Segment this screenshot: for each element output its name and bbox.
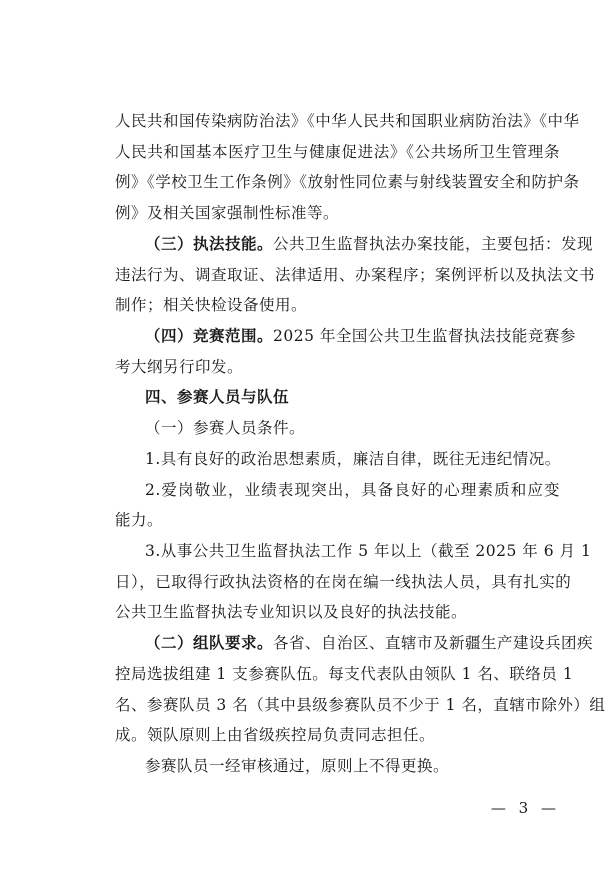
paragraph-1-line-2: 人民共和国基本医疗卫生与健康促进法》《公共场所卫生管理条 [115, 142, 560, 161]
condition-2-line-2: 能力。 [115, 511, 164, 530]
participant-conditions-heading: （一）参赛人员条件。 [145, 419, 306, 438]
paragraph-2-line-3: 制作；相关快检设备使用。 [115, 296, 308, 315]
team-requirements-label: （二）组队要求。 [145, 633, 274, 653]
paragraph-9-line-4: 成。领队原则上由省级疾控局负责同志担任。 [115, 726, 436, 745]
paragraph-9-line-1 [145, 632, 594, 654]
paragraph-9-line-2: 控局选拔组建 1 支参赛队伍。每支代表队由领队 1 名、联络员 1 [115, 664, 574, 683]
paragraph-2-line-2: 违法行为、调查取证、法律适用、办案程序；案例评析以及执法文书 [115, 265, 596, 284]
paragraph-3-line-1-text: 2025 年全国公共卫生监督执法技能竞赛参 [273, 327, 576, 345]
condition-3-line-3: 公共卫生监督执法专业知识以及良好的执法技能。 [115, 603, 468, 622]
condition-2-line-1: 2.爱岗敬业，业绩表现突出，具备良好的心理素质和应变 [145, 480, 560, 499]
competition-scope-label: （四）竞赛范围。 [145, 326, 274, 345]
section-4-heading: 四、参赛人员与队伍 [145, 388, 290, 407]
paragraph-1-line-4: 例》及相关国家强制性标准等。 [115, 204, 340, 223]
paragraph-10-line-1: 参赛队员一经审核通过，原则上不得更换。 [145, 757, 450, 775]
law-enforcement-skills-label: （三）执法技能。 [145, 233, 274, 253]
paragraph-1-line-1: 人民共和国传染病防治法》《中华人民共和国职业病防治法》《中华 [115, 112, 580, 130]
paragraph-3-line-1 [145, 325, 576, 347]
condition-3-line-1: 3.从事公共卫生监督执法工作 5 年以上（截至 2025 年 6 月 1 [145, 542, 592, 560]
paragraph-9-line-3: 名、参赛队员 3 名（其中县级参赛队员不少于 1 名，直辖市除外）组 [115, 695, 606, 714]
paragraph-2-line-1 [145, 233, 594, 255]
page-number: — 3 — [490, 799, 560, 817]
condition-1: 1.具有良好的政治思想素质，廉洁自律，既往无违纪情况。 [145, 449, 561, 468]
paragraph-9-line-1-text: 各省、自治区、直辖市及新疆生产建设兵团疾 [273, 634, 594, 653]
paragraph-3-line-2: 考大纲另行印发。 [115, 357, 244, 376]
paragraph-2-line-1-text: 公共卫生监督执法办案技能，主要包括：发现 [273, 234, 594, 253]
paragraph-1-line-3: 例》《学校卫生工作条例》《放射性同位素与射线装置安全和防护条 [115, 173, 580, 192]
condition-3-line-2: 日），已取得行政执法资格的在岗在编一线执法人员，具有扎实的 [115, 572, 572, 591]
